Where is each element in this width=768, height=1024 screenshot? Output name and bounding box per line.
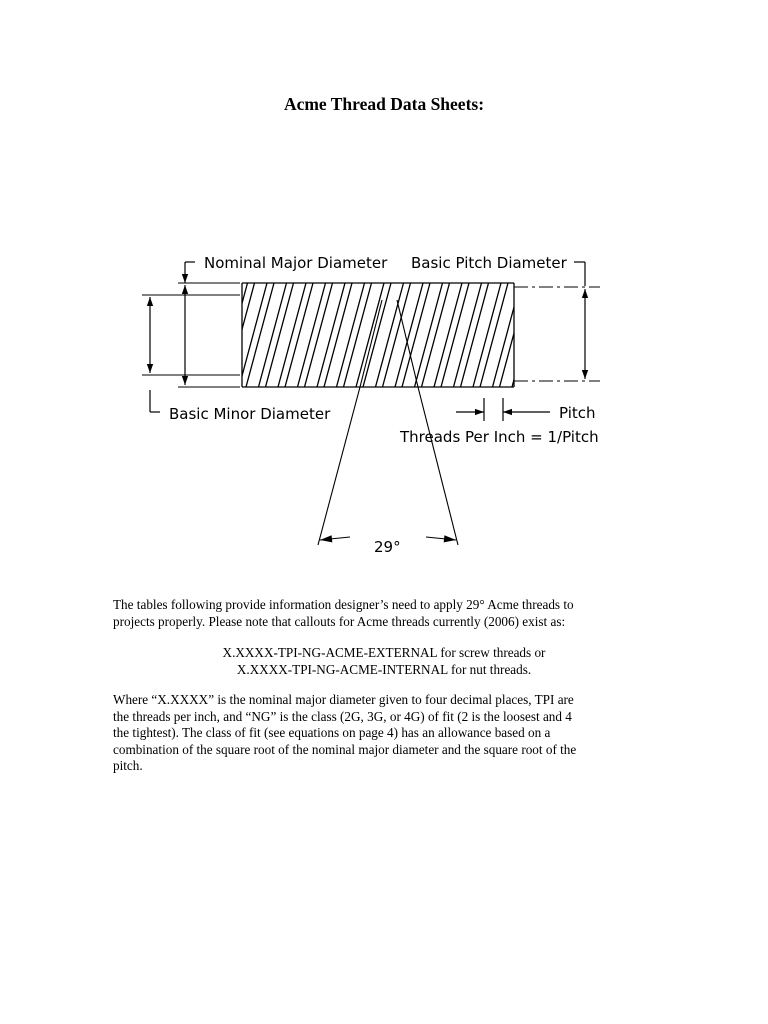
thread-flank-line bbox=[519, 283, 547, 387]
thread-flank-line bbox=[532, 283, 560, 387]
thread-flank-line bbox=[207, 283, 235, 387]
explanation-line-4: combination of the square root of the nominal major diameter and the square root of the bbox=[113, 741, 577, 757]
angle-label: 29° bbox=[374, 538, 401, 556]
thread-angle-dimension bbox=[318, 300, 458, 545]
intro-paragraph bbox=[113, 597, 653, 630]
pitch-label: Pitch bbox=[559, 404, 596, 422]
callout-formats bbox=[0, 645, 768, 678]
explanation-line-3: the tightest). The class of fit (see equations on page 4) has an allowance based on a bbox=[113, 725, 551, 740]
nominal-major-dimension bbox=[185, 262, 195, 385]
threads-per-inch-label: Threads Per Inch = 1/Pitch bbox=[400, 428, 599, 446]
thread-flank-line bbox=[551, 283, 579, 387]
intro-line-2: projects properly. Please note that callouts for Acme threads currently (2006) exist as: bbox=[113, 613, 566, 629]
nominal-major-diameter-label: Nominal Major Diameter bbox=[204, 254, 388, 272]
basic-pitch-diameter-label: Basic Pitch Diameter bbox=[411, 254, 567, 272]
callout-external: X.XXXX-TPI-NG-ACME-EXTERNAL for screw threads or bbox=[222, 645, 546, 660]
explanation-paragraph bbox=[113, 692, 653, 775]
explanation-line-2: the threads per inch, and “NG” is the class (2G, 3G, or 4G) of fit (2 is the loosest and 4 bbox=[113, 708, 572, 724]
thread-flank-line bbox=[539, 283, 567, 387]
pitch-dimension bbox=[456, 398, 550, 421]
page-title: Acme Thread Data Sheets: bbox=[283, 94, 485, 114]
basic-pitch-dimension bbox=[574, 262, 585, 379]
thread-flank-line bbox=[558, 283, 586, 387]
callout-internal: X.XXXX-TPI-NG-ACME-INTERNAL for nut threads. bbox=[236, 661, 532, 677]
thread-flank-line bbox=[200, 283, 228, 387]
basic-minor-dimension bbox=[150, 297, 160, 412]
thread-flank-line bbox=[512, 283, 540, 387]
explanation-line-1: Where “X.XXXX” is the nominal major diameter given to four decimal places, TPI are bbox=[113, 692, 574, 707]
intro-line-1: The tables following provide information designer’s need to apply 29° Acme threads to bbox=[113, 597, 574, 612]
basic-minor-diameter-label: Basic Minor Diameter bbox=[169, 405, 331, 423]
threaded-rod bbox=[200, 283, 586, 387]
explanation-line-5: pitch. bbox=[113, 758, 143, 773]
